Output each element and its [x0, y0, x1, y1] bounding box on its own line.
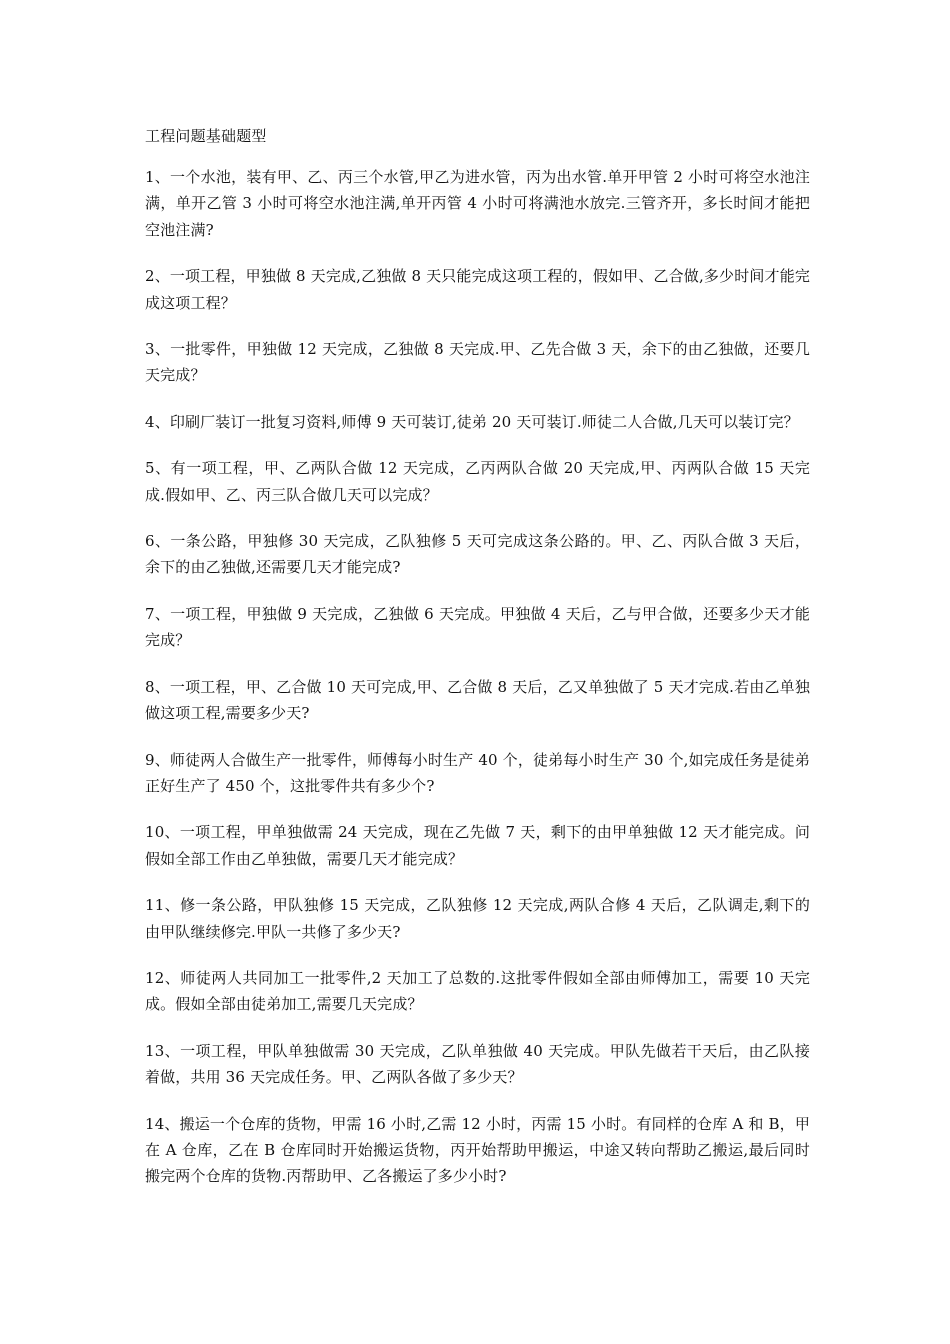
problem-item: 3、一批零件，甲独做 12 天完成，乙独做 8 天完成.甲、乙先合做 3 天，余下的由乙独做，还要几天完成？	[145, 340, 810, 385]
problem-item: 7、一项工程，甲独做 9 天完成，乙独做 6 天完成。甲独做 4 天后，乙与甲合做，还要多少天才能完成？	[145, 604, 810, 650]
problem-item: 13、一项工程，甲队单独做需 30 天完成，乙队单独做 40 天完成。甲队先做若干天后，由乙队接着做，共用 36 天完成任务。甲、乙两队各做了多少天？	[145, 1041, 810, 1087]
problem-item: 11、修一条公路，甲队独修 15 天完成，乙队独修 12 天完成,两队合修 4 天后，乙队调走,剩下的由甲队继续修完.甲队一共修了多少天?	[145, 896, 810, 941]
problem-item: 6、一条公路，甲独修 30 天完成，乙队独修 5 天可完成这条公路的。甲、乙、丙队合做 3 天后，余下的由乙独做,还需要几天才能完成?	[145, 532, 810, 577]
problem-item: 12、师徒两人共同加工一批零件,2 天加工了总数的.这批零件假如全部由师傅加工，需要 10 天完成。假如全部由徒弟加工,需要几天完成？	[145, 968, 810, 1014]
problem-item: 2、一项工程，甲独做 8 天完成,乙独做 8 天只能完成这项工程的，假如甲、乙合做,多少时间才能完成这项工程？	[145, 267, 810, 312]
problem-item: 4、印刷厂装订一批复习资料,师傅 9 天可装订,徒弟 20 天可装订.师徒二人合做,几天可以装订完？	[145, 412, 799, 431]
problem-item: 9、师徒两人合做生产一批零件，师傅每小时生产 40 个，徒弟每小时生产 30 个,如完成任务是徒弟正好生产了 450 个，这批零件共有多少个?	[145, 750, 810, 795]
document-title: 工程问题基础题型	[145, 127, 267, 145]
problem-item: 10、一项工程，甲单独做需 24 天完成，现在乙先做 7 天，剩下的由甲单独做 12 天才能完成。问假如全部工作由乙单独做，需要几天才能完成？	[145, 823, 810, 868]
problem-list	[145, 164, 810, 1190]
document-page	[145, 124, 810, 1210]
problem-item: 8、一项工程，甲、乙合做 10 天可完成,甲、乙合做 8 天后，乙又单独做了 5 天才完成.若由乙单独做这项工程,需要多少天?	[145, 677, 810, 723]
problem-item: 14、搬运一个仓库的货物，甲需 16 小时,乙需 12 小时，丙需 15 小时。有同样的仓库 A 和 B，甲在 A 仓库，乙在 B 仓库同时开始搬运货物，丙开始帮助甲搬运，中途又转向帮助乙搬运,最后同时搬完两个仓库的货物.丙帮助甲、乙各搬运了多少小时?	[145, 1114, 810, 1186]
problem-item: 5、有一项工程，甲、乙两队合做 12 天完成，乙丙两队合做 20 天完成,甲、丙两队合做 15 天完成.假如甲、乙、丙三队合做几天可以完成？	[145, 459, 810, 504]
problem-item: 1、一个水池，装有甲、乙、丙三个水管,甲乙为进水管，丙为出水管.单开甲管 2 小时可将空水池注满，单开乙管 3 小时可将空水池注满,单开丙管 4 小时可将满池水放完.三管齐开，多长时间才能把空池注满?	[145, 168, 810, 239]
